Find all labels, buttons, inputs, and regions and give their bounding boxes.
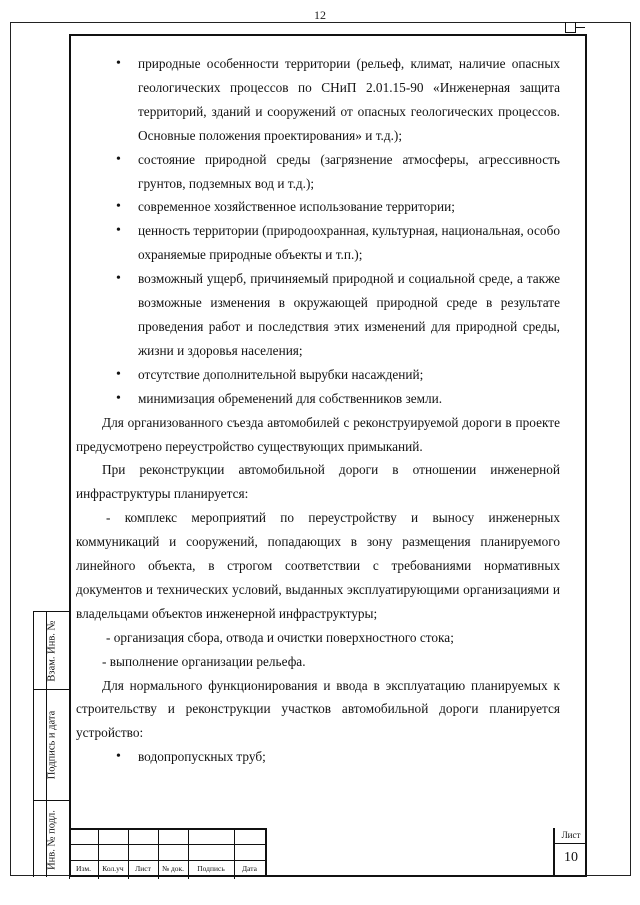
- document-body: [76, 52, 560, 769]
- bullet-icon: •: [116, 223, 121, 239]
- page-number: 12: [314, 8, 326, 22]
- bullet-icon: •: [116, 366, 121, 382]
- bullet-icon: •: [116, 271, 121, 287]
- margin-stamp: [33, 611, 69, 877]
- list-item: • минимизация обременений для собственников земли.: [76, 387, 560, 411]
- bullet-icon: •: [116, 749, 121, 765]
- bullet-icon: •: [116, 151, 121, 167]
- bullet-list-2: [76, 745, 560, 769]
- tb-right-line: [265, 828, 267, 877]
- sheet-number: 10: [564, 850, 578, 865]
- tb-label-data: Дата: [242, 864, 257, 873]
- paragraph-junctions: Для организованного съезда автомобилей с реконструируемой дороги в проекте предусмотрено переустройство существующих примыканий.: [76, 414, 560, 454]
- dash-item-utilities: - комплекс мероприятий по переустройству и выносу инженерных коммуникаций и сооружений, попадающих в зону размещения планируемого линейного объекта, в строгом соответствии с требованиями нормативных документов и технических условий, выданных эксплуатирующими организациями и владельцами объектов инженерной инфраструктуры;: [76, 510, 560, 621]
- tb-label-list: Лист: [135, 864, 151, 873]
- tb-label-podpis: Подпись: [197, 864, 225, 873]
- list-item: • водопропускных труб;: [76, 745, 560, 769]
- tb-label-n-dok: № док.: [161, 864, 185, 873]
- list-item: • отсутствие дополнительной вырубки насаждений;: [76, 363, 560, 387]
- tb-label-izm: Изм.: [76, 864, 91, 873]
- list-item: • современное хозяйственное использование территории;: [76, 195, 560, 219]
- stamp-label-inv: Инв. № подл.: [46, 809, 58, 870]
- title-block: [69, 828, 587, 877]
- paragraph-infrastructure: При реконструкции автомобильной дороги в отношении инженерной инфраструктуры планируется:: [76, 462, 560, 502]
- stamp-cell-podpis: [34, 690, 70, 801]
- list-item: • возможный ущерб, причиняемый природной и социальной среде, а также возможные изменения в окружающей природной среде в результате проведения работ и последствия этих изменений для природной среды, жизни и здоровья населения;: [76, 267, 560, 363]
- sheet-box: [553, 828, 587, 877]
- dash-item-relief: - выполнение организации рельефа.: [102, 653, 306, 669]
- tb-label-kol-uch: Кол.уч: [102, 864, 124, 873]
- list-item: • состояние природной среды (загрязнение атмосферы, агрессивность грунтов, подземных вод и т.д.);: [76, 148, 560, 196]
- bullet-icon: •: [116, 56, 121, 71]
- stamp-divider: [46, 612, 47, 877]
- stamp-cell-vzam: [34, 612, 70, 690]
- stamp-label-vzam: Взам. Инв. №: [46, 619, 58, 682]
- sheet-label: Лист: [561, 830, 581, 840]
- bullet-icon: •: [116, 390, 121, 406]
- corner-tick: [575, 27, 585, 28]
- paragraph-construction: Для нормального функционирования и ввода в эксплуатацию планируемых к строительству и реконструкции участков автомобильной дороги планируется устройство:: [76, 677, 560, 741]
- sheet-separator: [555, 843, 587, 844]
- list-item: • ценность территории (природоохранная, культурная, национальная, особо охраняемые природные объекты и т.п.);: [76, 219, 560, 267]
- title-block-grid: [69, 828, 265, 877]
- stamp-cell-inv: [34, 801, 70, 878]
- bullet-icon: •: [116, 199, 121, 215]
- bullet-list-1: [76, 52, 560, 411]
- list-item: • природные особенности территории (рельеф, климат, наличие опасных геологических процессов по СНиП 2.01.15-90 «Инженерная защита территорий, зданий и сооружений от опасных геологических процессов. Основные положения проектирования» и т.д.);: [76, 52, 560, 148]
- dash-item-runoff: - организация сбора, отвода и очистки поверхностного стока;: [106, 629, 454, 645]
- stamp-label-podpis: Подпись и дата: [46, 710, 58, 780]
